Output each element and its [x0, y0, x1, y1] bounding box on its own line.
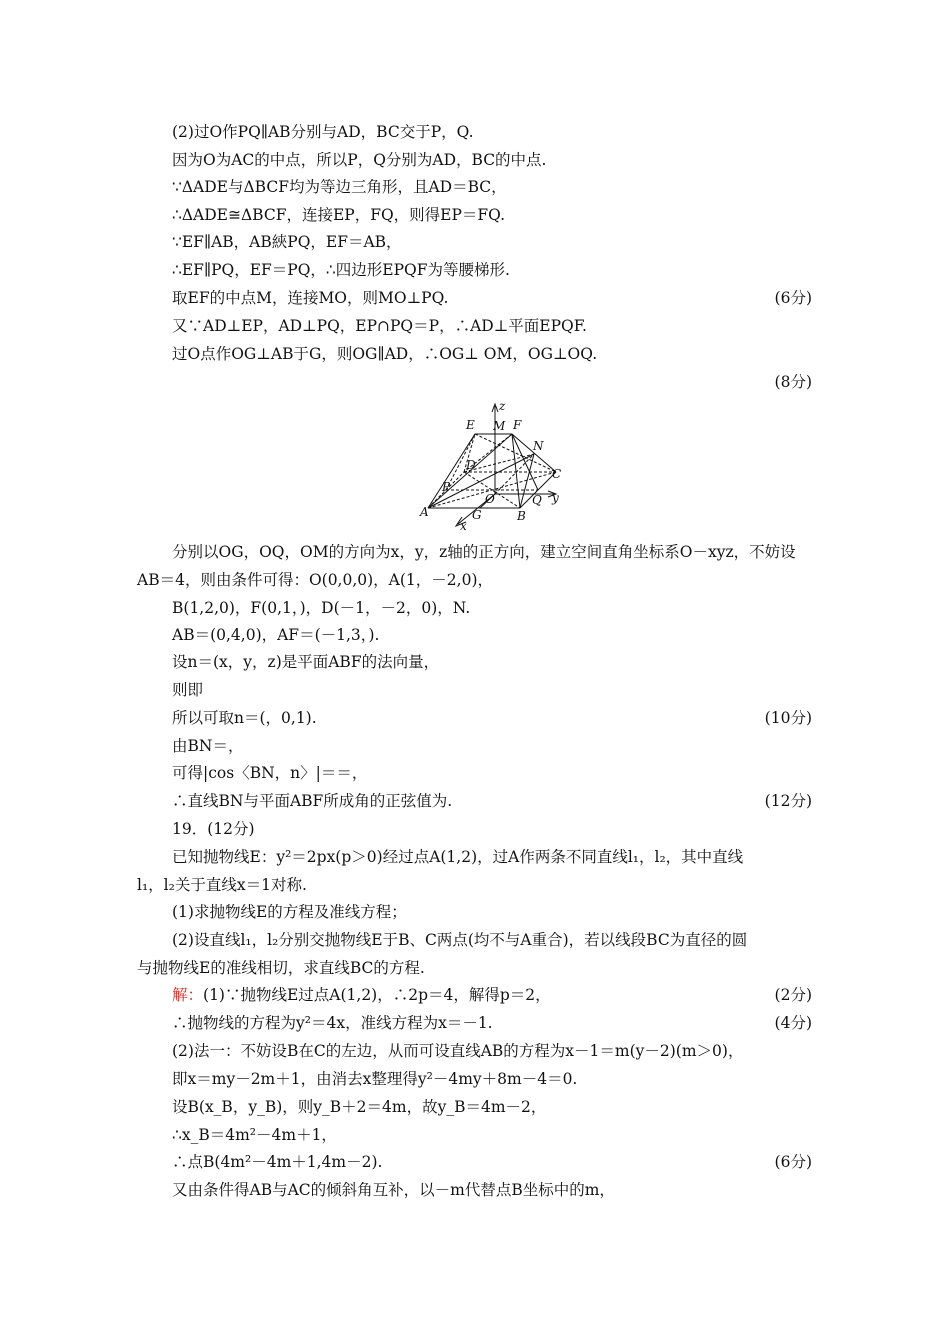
- text-line-30: 即x＝my－2m＋1，由消去x整理得y²－4my＋8m－4＝0.: [172, 1070, 578, 1088]
- text-line-25: (2)设直线l₁，l₂分别交抛物线E于B、C两点(均不与A重合)，若以线段BC为直径的圆: [172, 931, 748, 949]
- text-line-8: 又∵AD⊥EP，AD⊥PQ，EP∩PQ＝P，∴AD⊥平面EPQF.: [172, 317, 587, 335]
- text-line-19: 可得|cos〈BN，n〉|＝＝，: [172, 764, 368, 782]
- text-line-7: 取EF的中点M，连接MO，则MO⊥PQ. (6分): [172, 289, 812, 307]
- label-G: G: [472, 508, 482, 522]
- label-Q: Q: [532, 493, 542, 507]
- label-x: x: [460, 519, 467, 530]
- label-B: B: [517, 509, 526, 523]
- text-line-1: (2)过O作PQ∥AB分别与AD，BC交于P，Q.: [172, 123, 474, 141]
- text-line-18: 由BN＝，: [172, 737, 244, 755]
- text-line-21: 19．(12分): [172, 820, 255, 838]
- text-line-31: 设B(x_B，y_B)，则y_B＋2＝4m，故y_B＝4m－2，: [172, 1098, 547, 1116]
- label-D: D: [466, 458, 476, 472]
- text-line-27: 解：(1)∵抛物线E过点A(1,2)，∴2p＝4，解得p＝2， (2分): [172, 986, 812, 1004]
- label-z: z: [499, 399, 506, 413]
- text-line-29: (2)法一：不妨设B在C的左边，从而可设直线AB的方程为x－1＝m(y－2)(m＞0)，: [172, 1042, 744, 1060]
- text-line-6: ∴EF∥PQ，EF＝PQ，∴四边形EPQF为等腰梯形.: [172, 261, 510, 279]
- text-line-22: 已知抛物线E：y²＝2px(p＞0)经过点A(1,2)，过A作两条不同直线l₁，l₂，其中直线: [172, 848, 744, 866]
- text-line-12: AB＝4，则由条件可得：O(0,0,0)，A(1，－2,0)，: [137, 571, 493, 589]
- text-line-5: ∵EF∥AB，AB綊PQ，EF＝AB，: [172, 233, 402, 251]
- label-C: C: [552, 467, 562, 481]
- text-line-26: 与抛物线E的准线相切，求直线BC的方程.: [137, 959, 425, 977]
- text-line-23: l₁，l₂关于直线x＝1对称.: [137, 876, 307, 894]
- text-line-10: (8分): [774, 373, 812, 391]
- text-line-3: ∵ΔADE与ΔBCF均为等边三角形，且AD＝BC，: [172, 178, 507, 196]
- text-line-33: ∴点B(4m²－4m＋1,4m－2). (6分): [172, 1153, 812, 1171]
- label-F: F: [513, 418, 522, 432]
- label-M: M: [493, 419, 506, 433]
- text-line-13: B(1,2,0)，F(0,1，)，D(－1，－2，0)，N.: [172, 599, 471, 617]
- label-y: y: [552, 491, 559, 505]
- text-line-28: ∴抛物线的方程为y²＝4x，准线方程为x＝－1. (4分): [172, 1014, 812, 1032]
- label-E: E: [466, 418, 475, 432]
- label-P: P: [442, 480, 451, 494]
- text-line-15: 设n＝(x，y，z)是平面ABF的法向量，: [172, 653, 440, 671]
- text-line-9: 过O点作OG⊥AB于G，则OG∥AD，∴OG⊥ OM，OG⊥OQ.: [172, 345, 598, 363]
- solution-label: 解：: [172, 986, 204, 1004]
- text-line-11: 分别以OG，OQ，OM的方向为x，y，z轴的正方向，建立空间直角坐标系O－xyz，不妨设: [172, 543, 796, 561]
- text-line-20: ∴直线BN与平面ABF所成角的正弦值为. (12分): [172, 792, 812, 810]
- text-line-16: 则即: [172, 681, 204, 699]
- geometry-figure: [418, 398, 568, 530]
- text-line-17: 所以可取n＝(，0,1). (10分): [172, 709, 812, 727]
- text-line-24: (1)求抛物线E的方程及准线方程；: [172, 903, 407, 921]
- text-line-2: 因为O为AC的中点，所以P，Q分别为AD，BC的中点.: [172, 151, 547, 169]
- text-line-14: AB＝(0,4,0)，AF＝(－1,3，).: [172, 626, 380, 644]
- text-line-32: ∴x_B＝4m²－4m＋1，: [172, 1126, 337, 1144]
- text-line-34: 又由条件得AB与AC的倾斜角互补，以－m代替点B坐标中的m，: [172, 1181, 615, 1199]
- label-O: O: [485, 492, 495, 506]
- text-line-4: ∴ΔADE≅ΔBCF，连接EP，FQ，则得EP＝FQ.: [172, 206, 506, 224]
- label-A: A: [420, 505, 429, 519]
- label-N: N: [533, 439, 544, 453]
